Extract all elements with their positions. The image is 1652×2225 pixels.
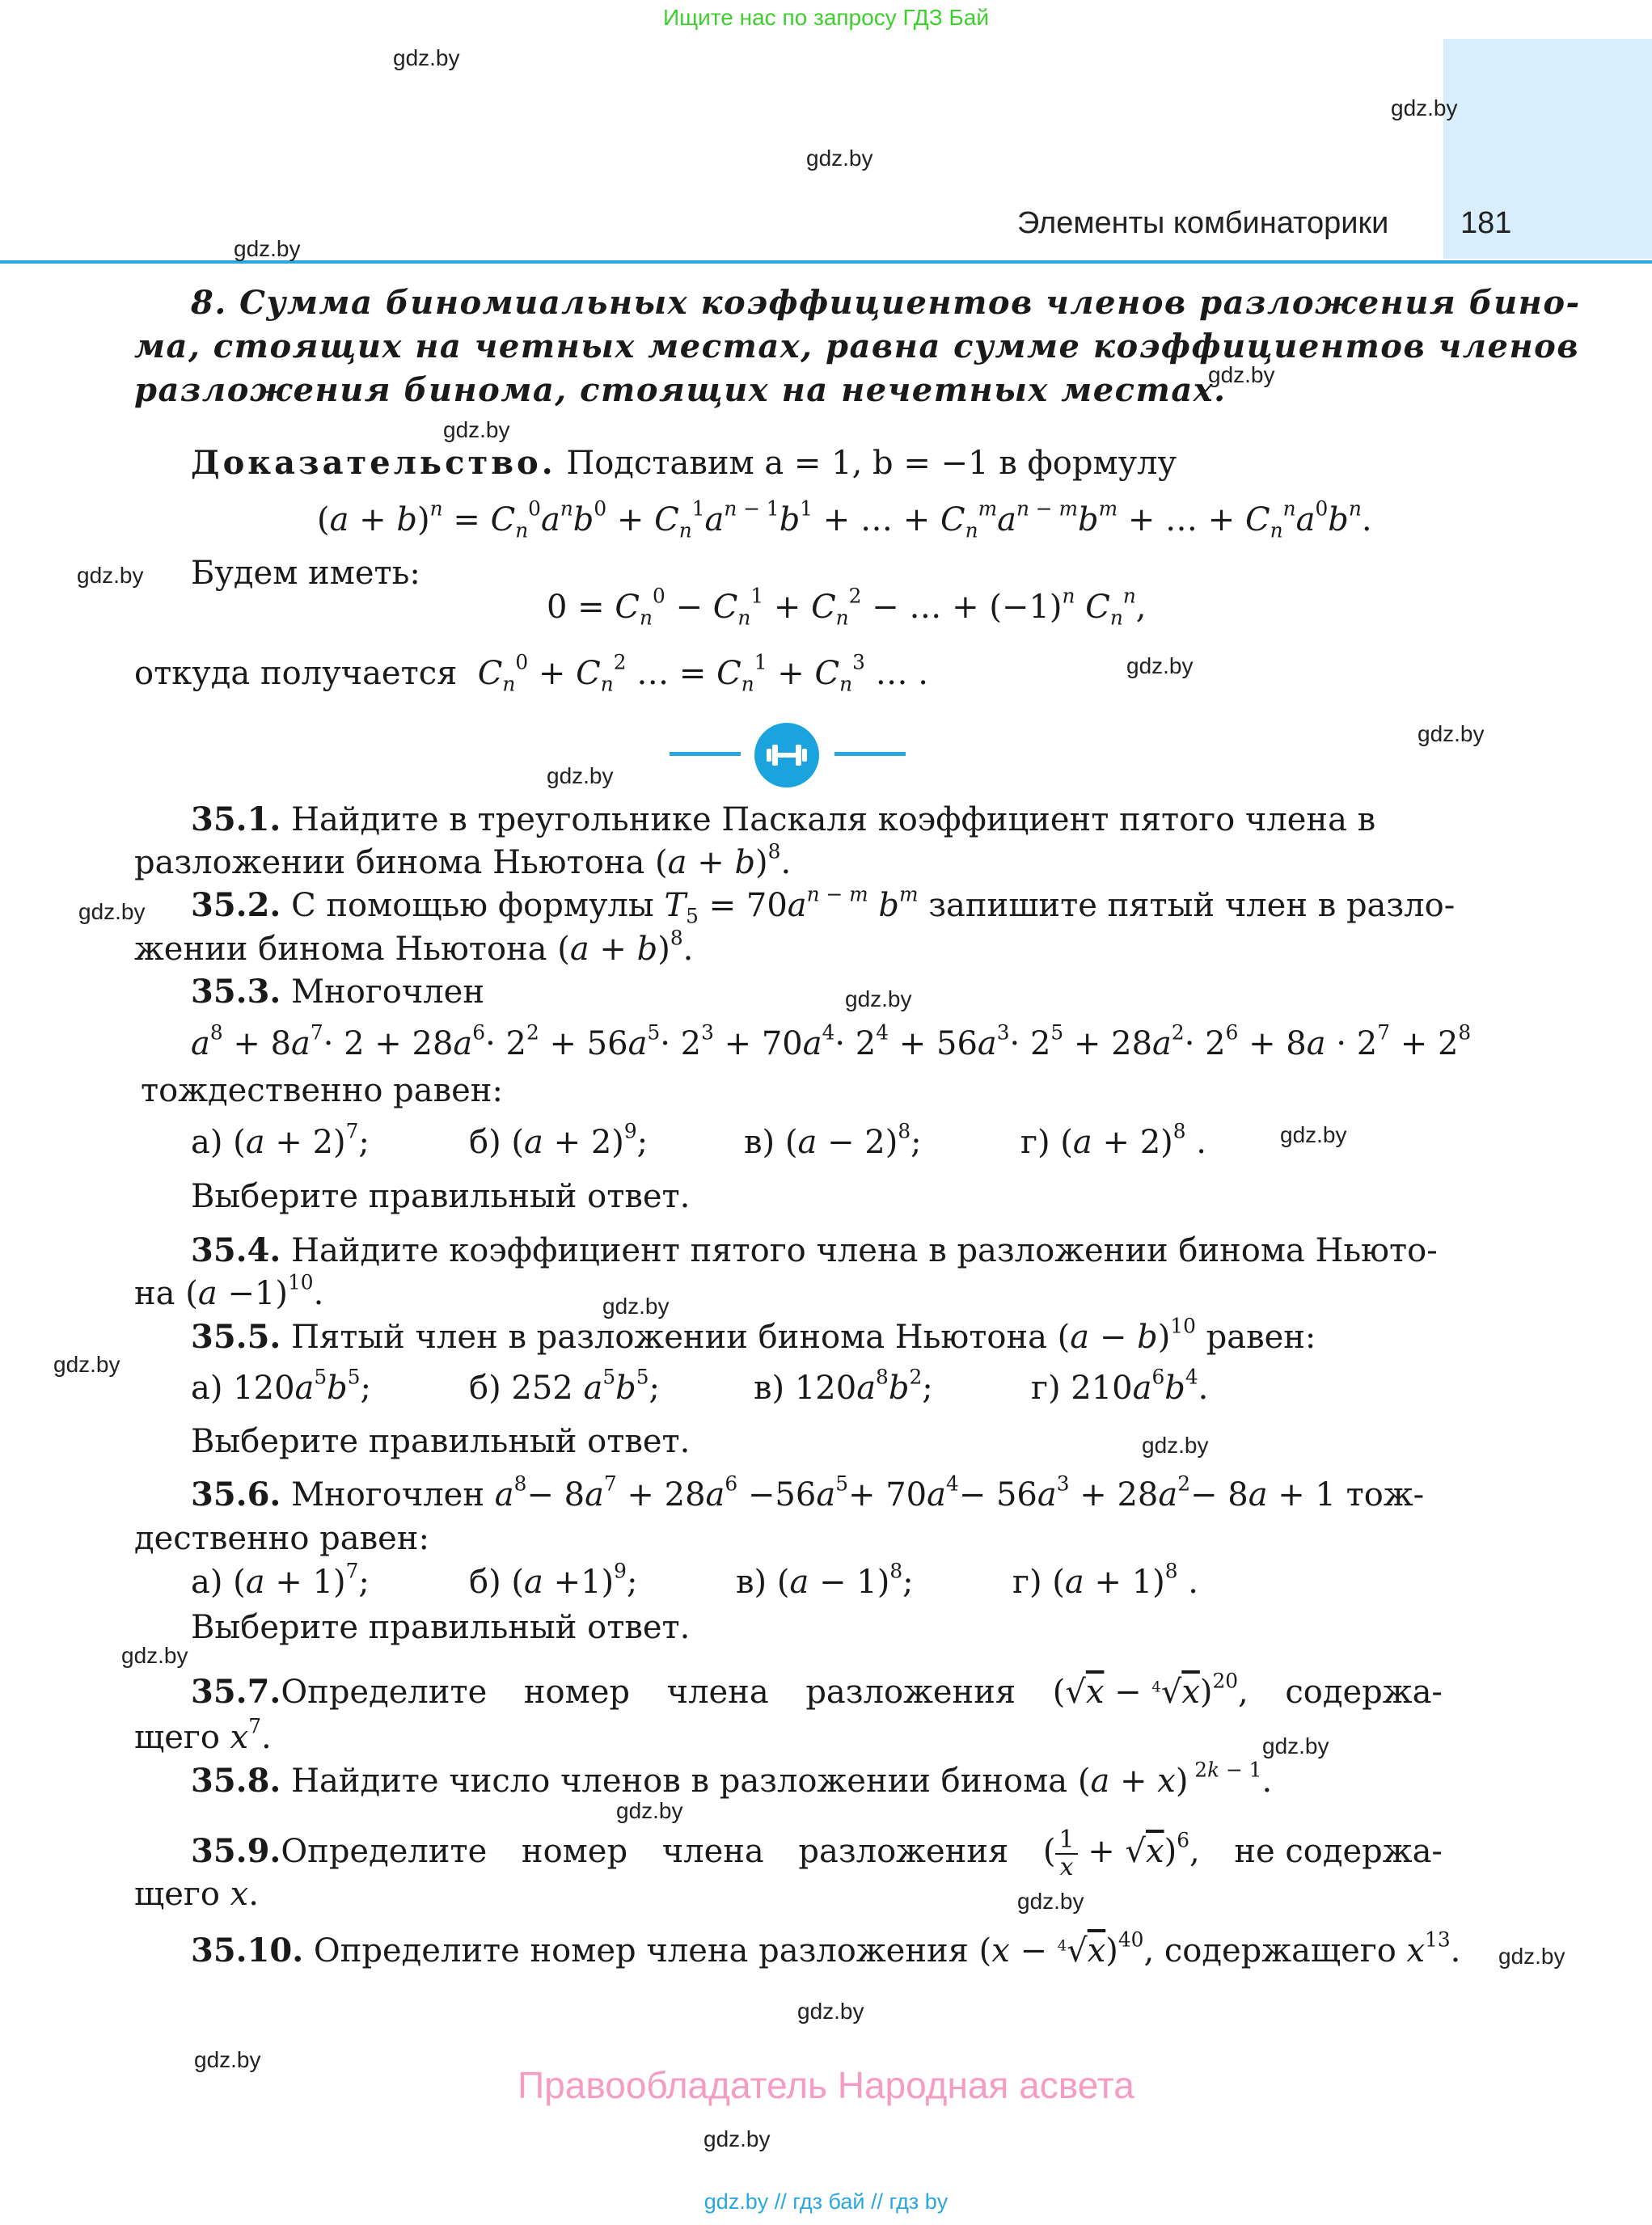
exercise-35-3-polynomial: $a^8 + 8a^7\cdot 2 + 28a^6\cdot 2^2 + 56a^5\cdot 2^3 + 70a^4\cdot 2^4 + 56a^3\cdot 2^5 + 28a^2\cdot 2^6 + 8a \cdot 2^7 + 2^8$ (191, 1020, 1472, 1062)
exercise-35-1-line2: разложении бинома Ньютона $(a + b)^8$. (134, 839, 792, 881)
exercise-35-4-line1: 35.4. Найдите коэффициент пятого члена в разложении бинома Ньюто- (191, 1231, 1438, 1269)
exercise-35-3-option-d[interactable]: г) $(a + 2)^8$ . (1020, 1119, 1206, 1161)
exercise-35-5-option-d[interactable]: г) $210a^6b^4$. (1031, 1365, 1209, 1407)
divider-line-left (670, 752, 741, 756)
watermark: gdz.by (1391, 95, 1458, 120)
watermark: gdz.by (1280, 1122, 1347, 1147)
proof-we-have: Будем иметь: (191, 555, 420, 592)
watermark: gdz.by (602, 1294, 670, 1319)
copyright-notice: Правообладатель Народная асвета (518, 2064, 1134, 2106)
exercise-35-4-line2: на $(a -1)^{10}$. (134, 1270, 324, 1312)
watermark: gdz.by (616, 1798, 683, 1823)
watermark: gdz.by (234, 236, 301, 261)
exercise-35-6-option-b[interactable]: б) $(a +1)^9$; (469, 1559, 638, 1601)
exercise-35-9-line1: 35.9.Определите номер члена разложения ( $\frac{1}{x} + √x)^6$, не содержа- (191, 1826, 1443, 1881)
exercise-35-6-line2: дественно равен: (134, 1520, 429, 1557)
watermark: gdz.by (1418, 721, 1485, 746)
proof-text: Подставим a = 1, b = −1 в формулу (566, 445, 1177, 482)
exercise-35-5-option-b[interactable]: б) 252 $a^5b^5$; (469, 1365, 660, 1407)
dumbbell-icon (754, 723, 819, 787)
exercise-35-3-line1: 35.3. Многочлен (191, 973, 485, 1011)
exercise-35-5-option-c[interactable]: в) $120a^8b^2$; (754, 1365, 933, 1407)
theorem-line: разложения бинома, стоящих на нечетных местах. (134, 371, 1227, 409)
binomial-formula: $(a + b)^n = C_n^0a^nb^0 + C_n^1a^{n - 1}b^1$ + … + $C_n^ma^{n - m}b^m$ + … + $C_n^na^0b^n$. (317, 496, 1372, 543)
exercise-35-6-line1: 35.6. Многочлен $a^8- 8a^7 + 28a^6 -56a^5+ 70a^4- 56a^3 + 28a^2- 8a + 1$ тож- (191, 1471, 1425, 1514)
exercise-35-6-option-c[interactable]: в) $(a - 1)^8$; (736, 1559, 914, 1601)
watermark: gdz.by (121, 1643, 188, 1668)
exercise-35-10-line1: 35.10. Определите номер члена разложения $(x - ^4√x)^{40}$, содержащего $x^{13}$. (191, 1927, 1461, 1970)
watermark: gdz.by (53, 1352, 120, 1377)
proof-label: Доказательство. (191, 444, 556, 482)
watermark: gdz.by (547, 763, 614, 788)
choose-answer: Выберите правильный ответ. (191, 1609, 691, 1646)
proof-line (191, 441, 1177, 485)
exercise-35-1-line1: 35.1. Найдите в треугольнике Паскаля коэффициент пятого члена в (191, 800, 1376, 838)
exercise-35-8-line1: 35.8. Найдите число членов в разложении бинома (a + x) $^{2k - 1}$. (191, 1758, 1273, 1800)
watermark: gdz.by (797, 1999, 864, 2024)
choose-answer: Выберите правильный ответ. (191, 1423, 691, 1460)
exercise-35-9-line2: щего x. (134, 1876, 259, 1913)
watermark: gdz.by (1208, 362, 1275, 387)
watermark: gdz.by (393, 45, 460, 70)
exercise-35-7-line1: 35.7.Определите номер члена разложения $(√x - ^4√x)^{20}$, содержа- (191, 1669, 1443, 1711)
watermark: gdz.by (1126, 653, 1194, 678)
exercise-35-7-line2: щего $x^7$. (134, 1714, 272, 1756)
watermark: gdz.by (806, 146, 873, 171)
watermark: gdz.by (1262, 1733, 1329, 1758)
alternating-sum-formula: $0 = C_n^0 - C_n^1 + C_n^2$ − … + $(-1)^n$ $C_n^n$, (547, 584, 1147, 630)
proof-conclusion: откуда получается $C_n^0 + C_n^2$ … = $C_n^1 + C_n^3$ … . (134, 650, 929, 696)
exercise-35-6-option-d[interactable]: г) $(a + 1)^8$ . (1012, 1559, 1198, 1601)
exercise-35-6-option-a[interactable]: а) $(a + 1)^7$; (191, 1559, 370, 1601)
watermark: gdz.by (77, 563, 144, 588)
watermark: gdz.by (78, 899, 146, 924)
watermark: gdz.by (1498, 1944, 1565, 1969)
watermark: gdz.by (1017, 1889, 1084, 1914)
exercise-35-3-option-c[interactable]: в) $(a - 2)^8$; (744, 1119, 922, 1161)
watermark: gdz.by (703, 2126, 771, 2151)
watermark: gdz.by (1142, 1433, 1209, 1458)
theorem-line: 8. Сумма биномиальных коэффициентов членов разложения бино- (191, 284, 1581, 322)
watermark: gdz.by (194, 2047, 261, 2072)
theorem-line: ма, стоящих на четных местах, равна сумме коэффициентов членов (134, 327, 1580, 365)
exercise-35-2-line2: жении бинома Ньютона $(a + b)^8$. (134, 926, 694, 968)
exercise-35-3-option-a[interactable]: а) $(a + 2)^7$; (191, 1119, 370, 1161)
exercise-35-5-option-a[interactable]: а) $120a^5b^5$; (191, 1365, 372, 1407)
page-number: 181 (1460, 206, 1512, 240)
divider-line-right (834, 752, 906, 756)
exercise-35-3-line3: тождественно равен: (141, 1072, 503, 1109)
exercise-35-5-line1: 35.5. Пятый член в разложении бинома Ньютона $(a - b)^{10}$ равен: (191, 1314, 1316, 1356)
exercise-35-3-option-b[interactable]: б) $(a + 2)^9$; (469, 1119, 649, 1161)
watermark: gdz.by (443, 417, 510, 442)
footer-links[interactable]: gdz.by // гдз бай // гдз by (703, 2189, 949, 2214)
choose-answer: Выберите правильный ответ. (191, 1178, 691, 1215)
search-banner[interactable]: Ищите нас по запросу ГДЗ Бай (662, 5, 990, 30)
watermark: gdz.by (845, 986, 912, 1011)
exercise-35-2-line1: 35.2. С помощью формулы $T_5 = 70a^{n - m}$ $b^m$ запишите пятый член в разло- (191, 882, 1456, 928)
chapter-title: Элементы комбинаторики (1017, 206, 1389, 240)
